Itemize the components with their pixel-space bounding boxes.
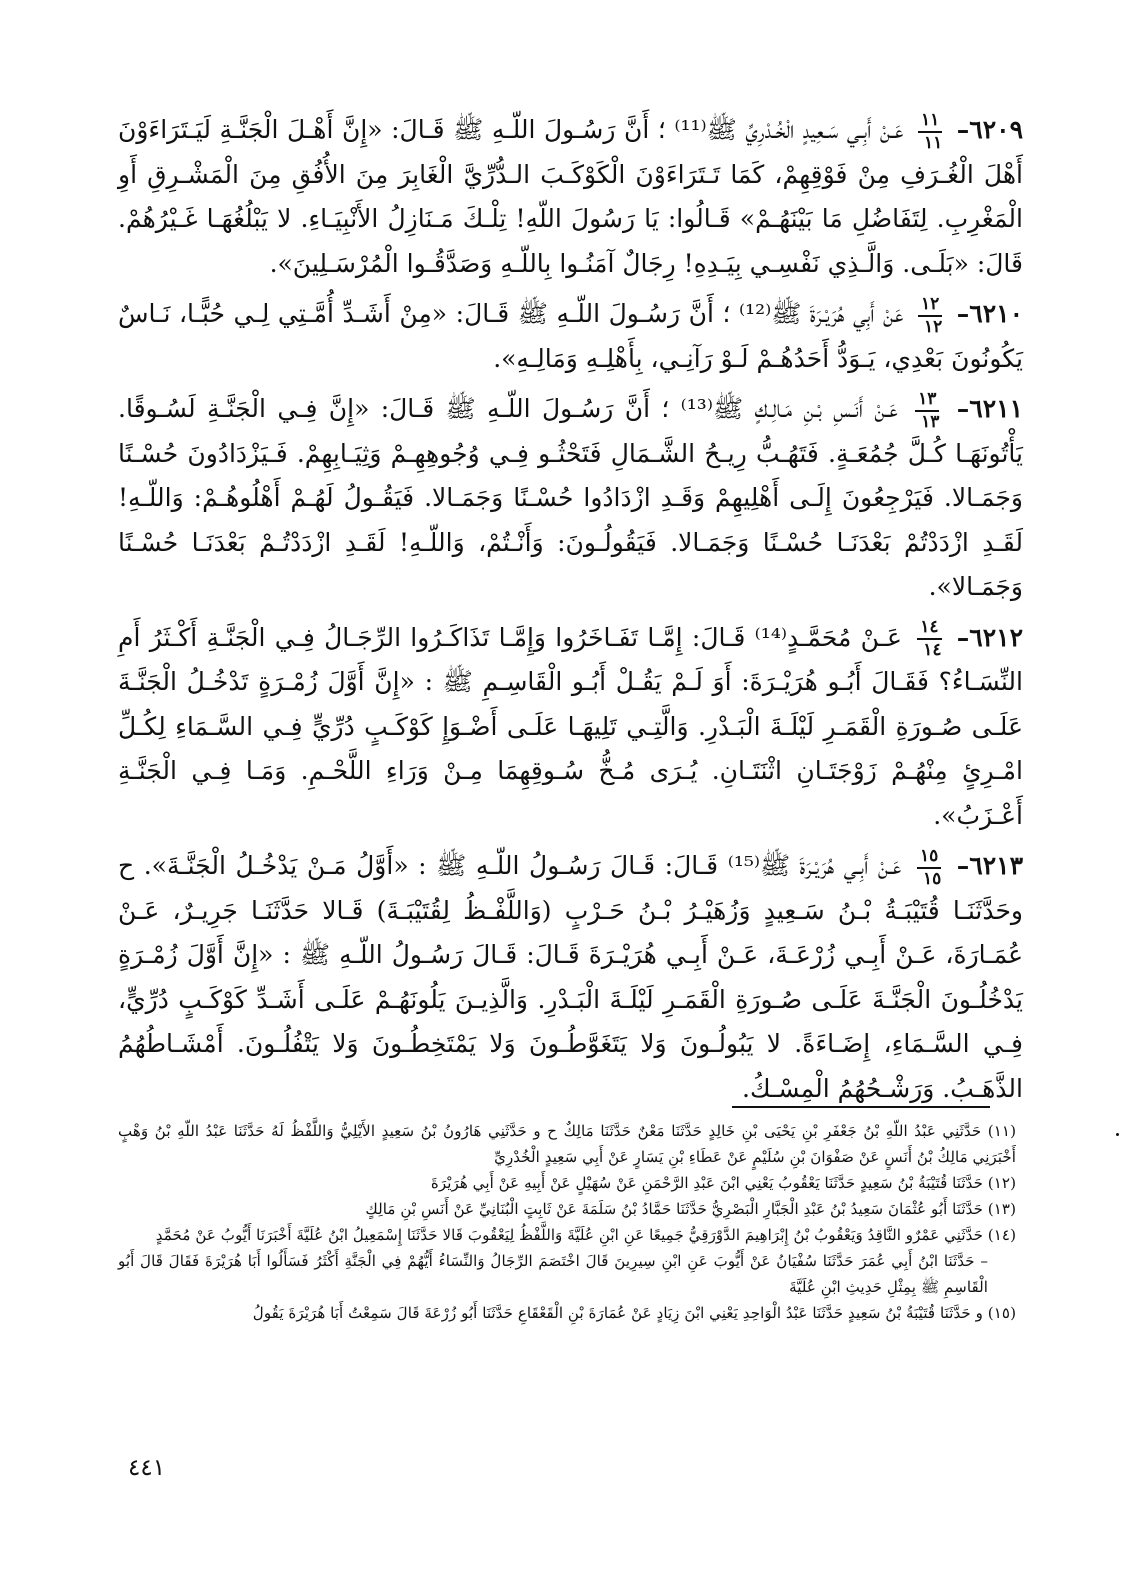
hadith-number: ٦٢١٠–: [956, 299, 1023, 328]
hadith-6211: [118, 387, 1023, 610]
hadith-fraction: $\frac{١٤}{١٤}$: [917, 619, 941, 659]
hadith-fraction: $\frac{١٢}{١٢}$: [918, 296, 942, 336]
footnote-11: [118, 1118, 1016, 1170]
hadith-number: ٦٢١٢–: [956, 622, 1024, 652]
margin-dot: [1116, 1133, 1119, 1136]
footnote-text: حَدَّثَنَا أَبُو عُثْمَانَ سَعِيدُ بْنُ عَبْدِ الْجَبَّارِ الْبَصْرِيُّ حَدَّثَنَا حَمَّادُ بْنُ سَلَمَةَ عَنْ ثَابِتٍ الْبُنَانِيِّ عَنْ أَنَسِ بْنِ مَالِكٍ: [365, 1200, 983, 1218]
footnote-text: حَدَّثَنِي عَمْرٌو النَّاقِدُ وَيَعْقُوبُ بْنُ إِبْرَاهِيمَ الدَّوْرَقِيُّ جَمِيعًا عَنِ ابْنِ عُلَيَّةَ وَاللَّفْظُ لِيَعْقُوبَ قَالا حَدَّثَنَا إِسْمَعِيلُ ابْنُ عُلَيَّةَ أَخْبَرَنَا أَيُّوبُ عَنْ مُحَمَّدٍ: [155, 1226, 983, 1244]
hadith-body: عَـنْ أَبِـي سَـعِيدٍ الْخُـدْرِيِّ ﷺ⁽¹¹⁾ ؛ أَنَّ رَسُـولَ اللّـهِ ﷺ قَـالَ: «إِنَّ أَهْـلَ الْجَنَّـةِ لَيَـتَرَاءَوْنَ أَهْلَ الْغُـرَفِ مِنْ فَوْقِهِمْ، كَمَا تَـتَرَاءَوْنَ الْكَوْكَـبَ الـدُّرِّيَّ الْغَابِرَ مِنَ الأُفُقِ مِنَ الْمَشْـرِقِ أَوِ الْمَغْرِبِ. لِتَفَاضُلِ مَا بَيْنَهُـمْ» قَـالُوا: يَا رَسُولَ اللّهِ! تِلْـكَ مَـنَازِلُ الأَنْبِيَـاءِ. لا يَبْلُغُهَـا غَـيْرُهُمْ. قَالَ: «بَلَـى. وَالَّـذِي نَفْسِـي بِيَـدِهِ! رِجَالٌ آمَنُـوا بِاللّـهِ وَصَدَّقُـوا الْمُرْسَـلِينَ».: [118, 115, 1023, 278]
hadith-body: عَـنْ أَبِـي هُرَيْـرَةَ ﷺ⁽¹⁵⁾ قَـالَ: قَـالَ رَسُـولُ اللّـهِ ﷺ : «أَوَّلُ مَـنْ يَدْخُـلُ الْجَنَّـةَ». ح وحَدَّثَنَـا قُتَيْبَـةُ بْـنُ سَـعِيدٍ وَزُهَيْـرُ بْـنُ حَـرْبٍ (وَاللَّفْـظُ لِقُتَيْبَـةَ) قَـالا حَدَّثَنَـا جَرِيـرٌ، عَـنْ عُمَـارَةَ، عَـنْ أَبِـي زُرْعَـةَ، عَـنْ أَبِـي هُرَيْـرَةَ قَـالَ: قَـالَ رَسُـولُ اللّـهِ ﷺ : «إِنَّ أَوَّلَ زُمْـرَةٍ يَدْخُلُـونَ الْجَنَّـةَ عَلَـى صُـورَةِ الْقَمَـرِ لَيْلَـةَ الْبَـدْرِ. وَالَّذِيـنَ يَلُونَهُـمْ عَلَـى أَشَـدِّ كَوْكَـبٍ دُرِّيٍّ، فِـي السَّـمَاءِ، إِضَـاءَةً. لا يَبُولُـونَ وَلا يَتَغَوَّطُـونَ وَلا يَمْتَخِطُـونَ وَلا يَتْفُلُـونَ. أَمْشَـاطُهُمُ الذَّهَـبُ. وَرَشْـحُهُمُ الْمِسْـكُ.: [118, 851, 1023, 1103]
hadith-number: ٦٢٠٩–: [956, 115, 1024, 144]
hadith-body: عَـنْ أَنَـسِ بْـنِ مَـالِـكٍ ﷺ⁽¹³⁾ ؛ أَنَّ رَسُـولَ اللّـهِ ﷺ قَـالَ: «إِنَّ فِـي الْجَنَّـةِ لَسُـوقًا. يَأْتُونَهَـا كُـلَّ جُمُعَـةٍ. فَتَهُـبُّ رِيـحُ الشَّـمَالِ فَتَحْثُـو فِـي وُجُوهِهِـمْ وَثِيَـابِهِمْ. فَـيَزْدَادُونَ حُسْـنًا وَجَمَـالا. فَيَرْجِعُونَ إِلَـى أَهْلِيهِمْ وَقَـدِ ازْدَادُوا حُسْـنًا وَجَمَـالا. فَيَقُـولُ لَهُـمْ أَهْلُوهُـمْ: وَاللّـهِ! لَقَـدِ ازْدَدْتُمْ بَعْدَنَـا حُسْـنًا وَجَمَـالا. فَيَقُولُـونَ: وَأَنْـتُمْ، وَاللّـهِ! لَقَـدِ ازْدَدْتُـمْ بَعْدَنَـا حُسْـنًا وَجَمَـالا».: [118, 394, 1023, 601]
footnote-text: و حَدَّثَنَا قُتَيْبَةُ بْنُ سَعِيدٍ حَدَّثَنَا عَبْدُ الْوَاحِدِ يَعْنِي ابْنَ زِيَادٍ عَنْ عُمَارَةَ بْنِ الْقَعْقَاعِ حَدَّثَنَا أَبُو زُرْعَةَ قَالَ سَمِعْتُ أَبَا هُرَيْرَةَ يَقُولُ: [252, 1304, 983, 1322]
hadith-fraction: $\frac{١١}{١١}$: [918, 112, 942, 152]
hadith-text-block: [118, 108, 1023, 1117]
hadith-6212: [118, 616, 1023, 839]
footnote-12: [118, 1170, 1016, 1196]
footnote-text: – حَدَّثَنَا ابْنُ أَبِي عُمَرَ حَدَّثَنَا سُفْيَانُ عَنْ أَيُّوبَ عَنِ ابْنِ سِيرِينَ قَالَ اخْتَصَمَ الرِّجَالُ وَالنِّسَاءُ أَيُّهُمْ فِي الْجَنَّةِ أَكْثَرُ فَسَأَلُوا أَبَا هُرَيْرَةَ فَقَالَ قَالَ أَبُو الْقَاسِمِ ﷺ بِمِثْلِ حَدِيثِ ابْنِ عُلَيَّةَ: [118, 1252, 988, 1296]
hadith-number: ٦٢١١–: [956, 394, 1023, 423]
hadith-fraction: $\frac{١٣}{١٣}$: [915, 391, 939, 431]
hadith-fraction: $\frac{١٥}{١٥}$: [917, 848, 941, 888]
footnote-14-continuation: [118, 1248, 1016, 1300]
hadith-number: ٦٢١٣–: [956, 851, 1023, 880]
hadith-body: عَـنْ مُحَمَّـدٍ⁽¹⁴⁾ قَـالَ: إِمَّـا تَفَـاخَرُوا وَإِمَّـا تَذَاكَـرُوا الرِّجَـالُ فِـي الْجَنَّـةِ أَكْـثَرُ أَمِ النِّسَـاءُ؟ فَقَـالَ أَبُـو هُرَيْـرَةَ: أَوَ لَـمْ يَقُـلْ أَبُـو الْقَاسِـمِ ﷺ : «إِنَّ أَوَّلَ زُمْـرَةٍ تَدْخُـلُ الْجَنَّـةَ عَلَـى صُـورَةِ الْقَمَـرِ لَيْلَـةَ الْبَـدْرِ. وَالَّتِـي تَلِيهَـا عَلَـى أَضْـوَإِ كَوْكَـبٍ دُرِّيٍّ فِـي السَّـمَاءِ لِكُـلِّ امْـرِئٍ مِنْهُـمْ زَوْجَتَـانِ اثْنَتَـانِ. يُـرَى مُـخُّ سُـوقِهِمَا مِـنْ وَرَاءِ اللَّحْـمِ. وَمَـا فِـي الْجَنَّـةِ أَعْـزَبُ».: [118, 622, 1023, 830]
footnote-text: حَدَّثَنَا قُتَيْبَةُ بْنُ سَعِيدٍ حَدَّثَنَا يَعْقُوبُ يَعْنِي ابْنَ عَبْدِ الرَّحْمَنِ عَنْ سُهَيْلٍ عَنْ أَبِيهِ عَنْ أَبِي هُرَيْرَةَ: [430, 1174, 983, 1192]
hadith-6213: [118, 844, 1023, 1111]
footnote-label: (١٢): [987, 1174, 1016, 1192]
footnote-text: حَدَّثَنِي عَبْدُ اللّهِ بْنُ جَعْفَرِ بْنِ يَحْيَى بْنِ خَالِدٍ حَدَّثَنَا مَعْنٌ حَدَّثَنَا مَالِكٌ ح و حَدَّثَنِي هَارُونُ بْنُ سَعِيدٍ الأَيْلِيُّ وَاللَّفْظُ لَهُ حَدَّثَنَا عَبْدُ اللّهِ بْنُ وَهْبٍ أَخْبَرَنِي مَالِكُ بْنُ أَنَسٍ عَنْ صَفْوَانَ بْنِ سُلَيْمٍ عَنْ عَطَاءِ بْنِ يَسَارٍ عَنْ أَبِي سَعِيدٍ الْخُدْرِيِّ: [118, 1122, 1016, 1166]
footnote-15: [118, 1300, 1016, 1326]
footnote-label: (١٤): [987, 1226, 1016, 1244]
footnote-14: [118, 1222, 1016, 1248]
footnote-divider: [732, 1106, 990, 1108]
page-number: ٤٤١: [128, 1455, 166, 1481]
footnotes: [118, 1118, 1016, 1326]
footnote-label: (١٣): [987, 1200, 1016, 1218]
footnote-label: (١٥): [987, 1304, 1016, 1322]
hadith-6209: [118, 108, 1023, 286]
hadith-body: عَنْ أَبِي هُرَيْـرَةَ ﷺ⁽¹²⁾ ؛ أَنَّ رَسُـولَ اللّـهِ ﷺ قَـالَ: «مِنْ أَشَـدِّ أُمَّـتِي لِـي حُبًّـا، نَـاسٌ يَكُونُونَ بَعْدِي، يَـوَدُّ أَحَدُهُـمْ لَـوْ رَآنِـي، بِأَهْلِـهِ وَمَالِـهِ».: [118, 299, 1023, 373]
footnote-13: [118, 1196, 1016, 1222]
footnote-label: (١١): [987, 1122, 1016, 1140]
hadith-6210: [118, 292, 1023, 381]
